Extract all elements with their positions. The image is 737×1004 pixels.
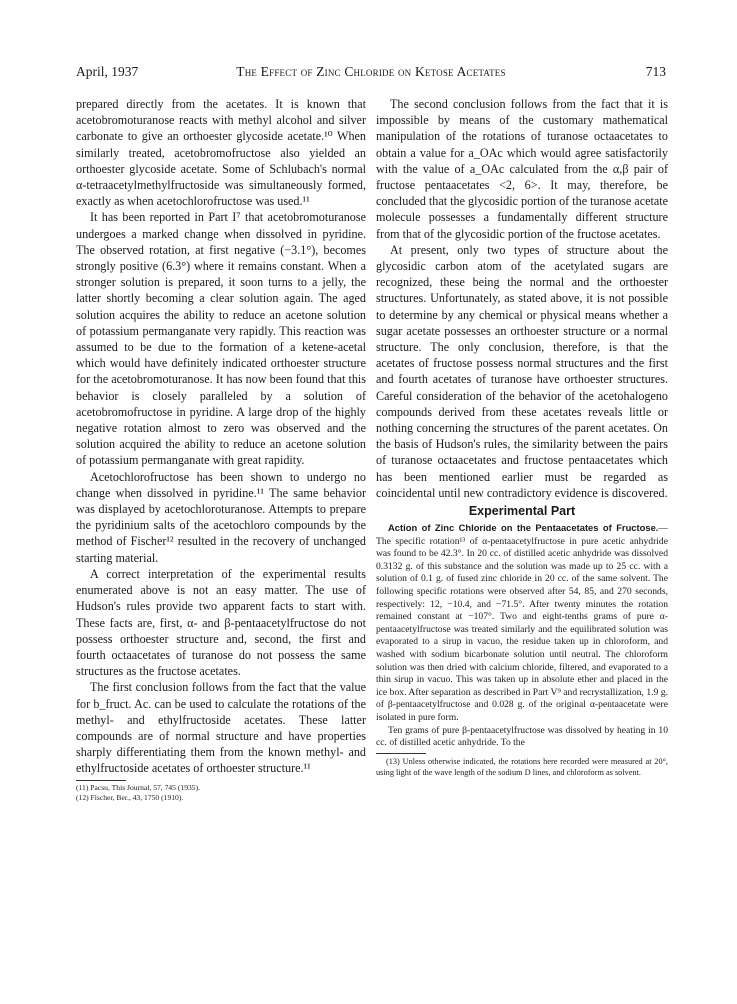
- paragraph: The second conclusion follows from the fact that it is impossible by means of the customary mathematical manipulation of the rotations of turanose octaacetates to obtain a value for a_OAc which would agree satisfactorily with the value of a_OAc calculated from the α,β pair of fructose pentaacetates <2, 6>. It may, therefore, be concluded that the glycosidic portion of the turanose acetate molecule possesses a fundamentally different structure from that of the glycosidic portion of the fructose acetates.: [376, 97, 668, 241]
- right-column: [376, 96, 668, 778]
- paragraph: A correct interpretation of the experimental results enumerated above is not an easy matter. The use of Hudson's rules provide two apparent facts to start with. These facts are, first, α- and β-pentaacetylfructose do not possess orthoester structure and, second, the first and fourth octaacetates of turanose do not possess the same structures as the fructose acetates.: [76, 566, 366, 679]
- footnote: (12) Fischer, Ber., 43, 1750 (1910).: [76, 793, 184, 803]
- paragraph: It has been reported in Part I⁷ that acetobromoturanose undergoes a marked change when dissolved in pyridine. The observed rotation, at first negative (−3.1°), becomes strongly positive (6.3°) where it remains constant. When a stronger solution is prepared, it soon turns to a jelly, the latter shortly becoming a clear solution again. The aged solution acquires the ability to reduce an acetone solution of potassium permanganate very rapidly. This reaction was assumed to be due to the formation of a ketene-acetal which would have definitely indicated orthoester structure for the acetobromoturanose. It has now been found that this behavior is closely paralleled by a solution of acetobromofructose in pyridine. A large drop of the highly negative rotation almost to zero was observed and the solution acquired the ability to reduce an acetone solution of potassium permanganate with great rapidity.: [76, 210, 366, 468]
- experimental-text: —The specific rotation¹³ of α-pentaacetylfructose in pure acetic anhydride was found to be 42.3°. In 20 cc. of distilled acetic anhydride was dissolved 0.3132 g. of this substance and the solution was made up to 25 cc. with a solution of 0.1 g. of fused zinc chloride in 20 cc. of the same solvent. The following specific rotations were observed after 54, 85, and 270 seconds, respectively: 12, −10.4, and −71.5°. After twenty minutes the rotation remained constant at −107°. Two and eight-tenths grams of pure α-pentaacetylfructose was treated similarly and the equilibrated solution was evaporated to a sirup in vacuo, the residue taken up in chloroform, and washed with sodium bicarbonate solution until neutral. The chloroform solution was then dried with calcium chloride, filtered, and evaporated to a thin sirup in vacuo. This was taken up in absolute ether and placed in the ice box. After separation as described in Part V⁹ and recrystallization, 1.9 g. of β-pentaacetylfructose and 0.028 g. of the original α-pentaacetate were isolated in pure form.: [376, 523, 668, 723]
- header-date: April, 1937: [76, 64, 139, 79]
- footnote-rule: [76, 780, 126, 781]
- left-column: [76, 96, 366, 804]
- paragraph: Acetochlorofructose has been shown to undergo no change when dissolved in pyridine.¹¹ The same behavior was displayed by acetochloroturanose. Attempts to prepare the pyridinium salts of the acetochloro compounds by the method of Fischer¹² resulted in the recovery of unchanged starting material.: [76, 469, 366, 565]
- footnote: (13) Unless otherwise indicated, the rotations here recorded were measured at 20°, using light of the wave length of the sodium D lines, and chloroform as solvent.: [376, 756, 668, 777]
- paragraph: The first conclusion follows from the fact that the value for b_fruct. Ac. can be used to calculate the rotations of the methyl- and ethylfructoside acetates. These latter compounds are of normal structure and have properties sharply differentiating them from the known methyl- and ethylfructoside acetates of orthoester structure.¹¹: [76, 680, 366, 776]
- footnote-rule: [376, 753, 426, 754]
- header-title: The Effect of Zinc Chloride on Ketose Acetates: [236, 64, 506, 79]
- experimental-paragraph-2: Ten grams of pure β-pentaacetylfructose was dissolved by heating in 10 cc. of distilled acetic anhydride. To the: [376, 724, 668, 749]
- page-number: 713: [645, 64, 666, 79]
- experimental-paragraph: [376, 522, 668, 725]
- footnote: (11) Pacsu, This Journal, 57, 745 (1935).: [76, 782, 201, 792]
- runin-heading: Action of Zinc Chloride on the Pentaacetates of Fructose.: [388, 522, 659, 534]
- paragraph: At present, only two types of structure about the glycosidic carbon atom of the acetylated sugars are recognized, these being the normal and the orthoester structures. Unfortunately, as stated above, it is not possible to determine by any chemical or physical means whether a sugar acetate possesses an orthoester structure or a normal structure. The only conclusion, therefore, is that the acetates of fructose possess normal structures and the first and fourth acetates of turanose have orthoester structures. Careful consideration of the behavior of the acetohalogeno compounds derived from these acetates reveals little or nothing concerning the structures of the parent acetates. On the basis of Hudson's rules, the similarity between the pairs of turanose octaacetates and fructose pentaacetates which has been mentioned earlier must be regarded as coincidental until new contradictory evidence is discovered.: [376, 242, 668, 500]
- section-heading: Experimental Part: [468, 504, 576, 519]
- paragraph: prepared directly from the acetates. It is known that acetobromoturanose reacts with methyl alcohol and silver carbonate to give an orthoester glycoside acetate.¹⁰ When similarly treated, acetobromofructose also yielded an orthoester glycoside acetate. Some of Schlubach's normal α-tetraacetylmethylfructoside was simultaneously formed, exactly as when acetochlorofructose was used.¹¹: [76, 97, 366, 209]
- running-header: [76, 64, 666, 84]
